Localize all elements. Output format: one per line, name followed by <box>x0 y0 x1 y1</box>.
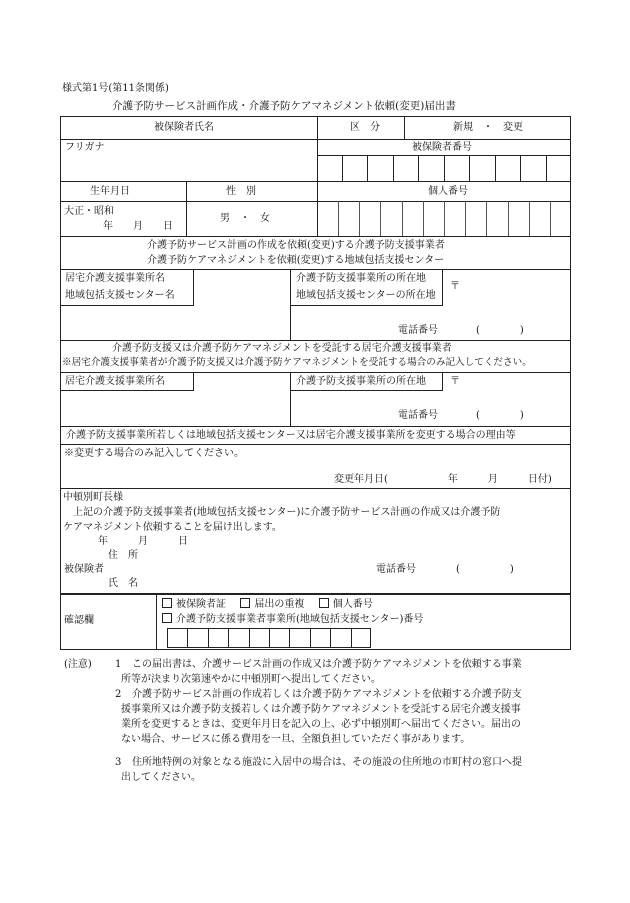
declaration-insured-label: 被保険者 <box>64 564 104 575</box>
section2-note: ※居宅介護支援事業者が介護予防支援又は介護予防ケアマネジメントを受託する場合のみ記入してください。 <box>62 357 532 368</box>
gender-label: 性 別 <box>226 186 256 197</box>
note-2-num: 2 <box>115 689 122 700</box>
section1-phone-label: 電話番号 <box>398 325 438 336</box>
duplicate-check-checkbox[interactable] <box>240 598 250 608</box>
section1-office-name-label-2: 地域包括支援センター名 <box>65 290 175 301</box>
notes-prefix: (注意) <box>64 659 92 670</box>
section1-address-field[interactable] <box>462 272 568 322</box>
section1-office-name-label-1: 居宅介護支援事業所名 <box>65 273 165 284</box>
change-date-field[interactable]: 変更年月日( 年 月 日付) <box>334 474 552 485</box>
note-2-line2: 援事業所又は介護予防支援若しくは介護予防ケアマネジメントを受託する居宅介護支援事 <box>121 704 521 715</box>
declaration-name-field[interactable] <box>150 577 350 591</box>
change-reason-field[interactable] <box>62 462 568 472</box>
form-number: 様式第1号(第11条関係) <box>62 83 169 94</box>
section1-address-label-1: 介護予防支援事業所の所在地 <box>296 273 426 284</box>
birthdate-label: 生年月日 <box>90 186 130 197</box>
note-3-num: 3 <box>115 757 122 768</box>
insured-number-field[interactable] <box>320 157 568 179</box>
note-1-line1: この届出書は、介護サービス計画の作成又は介護予防ケアマネジメントを依頼する事業 <box>132 659 522 670</box>
section2-phone-field[interactable]: ( ) <box>476 410 524 421</box>
personal-number-field[interactable] <box>320 203 568 234</box>
furigana-name-field[interactable] <box>64 157 314 179</box>
confirmation-row1 <box>162 598 373 611</box>
category-options[interactable]: 新規 ・ 変更 <box>453 122 523 133</box>
declaration-text-line1: 上記の介護予防支援事業者(地域包括支援センター)に介護予防サービス計画の作成又は介護予防 <box>63 507 501 518</box>
insured-number-label: 被保険者番号 <box>412 142 472 153</box>
declaration-address-field[interactable] <box>150 548 550 562</box>
declaration-phone-field[interactable]: 電話番号 ( ) <box>376 564 514 575</box>
personal-number-check-label: 個人番号 <box>332 599 373 610</box>
declaration-name-label: 氏 名 <box>108 578 138 589</box>
office-number-label: 介護予防支援事業者事業所(地域包括支援センター)番号 <box>176 614 424 625</box>
section3-note: ※変更する場合のみ記入してください。 <box>64 448 244 459</box>
section1-address-label-2: 地域包括支援センターの所在地 <box>296 290 436 301</box>
note-3-line1: 住所地特例の対象となる施設に入居中の場合は、その施設の住所地の市町村の窓口へ提 <box>132 757 522 768</box>
section1-heading-line1: 介護予防サービス計画の作成を依頼(変更)する介護予防支援事業者 <box>147 240 445 251</box>
section2-office-name-label: 居宅介護支援事業所名 <box>65 376 165 387</box>
declaration-date-field[interactable]: 年 月 日 <box>98 536 188 547</box>
note-2-line4: ない場合、サービスに係る費用を一旦、全額負担していただく事があります。 <box>121 734 471 745</box>
declaration-address-label: 住 所 <box>108 550 138 561</box>
note-3-line2: 出してください。 <box>121 772 201 783</box>
birth-date-field[interactable]: 年 月 日 <box>103 221 173 232</box>
section2-postal-mark: 〒 <box>450 376 460 387</box>
section3-heading: 介護予防支援事業所若しくは地域包括支援センター又は居宅介護支援事業所を変更する場合の理由等 <box>66 430 516 441</box>
section2-heading: 介護予防支援又は介護予防ケアマネジメントを受託する居宅介護支援事業者 <box>112 343 452 354</box>
office-number-checkbox[interactable] <box>162 613 172 623</box>
insurance-card-checkbox[interactable] <box>162 598 172 608</box>
furigana-label: フリガナ <box>65 142 105 153</box>
declaration-text-line2: ケアマネジメント依頼することを届け出します。 <box>63 522 282 533</box>
section2-address-label: 介護予防支援事業所の所在地 <box>296 376 426 387</box>
confirmation-label: 確認欄 <box>64 615 94 626</box>
section1-postal-mark: 〒 <box>450 281 460 292</box>
note-2-line1: 介護予防サービス計画の作成若しくは介護予防ケアマネジメントを依頼する介護予防支 <box>132 689 522 700</box>
note-2-line3: 業所を変更するときは、変更年月日を記入の上、必ず中頓別町へ届出てください。届出の <box>121 719 521 730</box>
birth-era-options[interactable]: 大正・昭和 <box>64 206 114 217</box>
section1-heading-line2: 介護予防ケアマネジメントを依頼(変更)する地域包括支援センター <box>147 255 445 266</box>
note-1-num: 1 <box>115 659 122 670</box>
insurance-card-label: 被保険者証 <box>176 599 226 610</box>
section2-phone-label: 電話番号 <box>398 410 438 421</box>
section1-phone-field[interactable]: ( ) <box>476 325 524 336</box>
category-label: 区 分 <box>350 122 380 133</box>
confirmation-row2 <box>162 613 423 626</box>
form-title: 介護予防サービス計画作成・介護予防ケアマネジメント依頼(変更)届出書 <box>112 100 456 112</box>
section1-office-name-field[interactable] <box>62 308 288 336</box>
gender-options[interactable]: 男 ・ 女 <box>220 213 270 224</box>
addressee: 中頓別町長様 <box>63 492 123 503</box>
section2-address-field[interactable] <box>462 374 568 406</box>
section2-office-name-field[interactable] <box>62 393 288 423</box>
personal-number-checkbox[interactable] <box>319 598 329 608</box>
duplicate-check-label: 届出の重複 <box>254 599 305 610</box>
insured-name-label: 被保険者氏名 <box>154 122 214 133</box>
note-1-line2: 所等が決まり次第速やかに中頓別町へ提出してください。 <box>121 674 381 685</box>
personal-number-label: 個人番号 <box>428 186 468 197</box>
